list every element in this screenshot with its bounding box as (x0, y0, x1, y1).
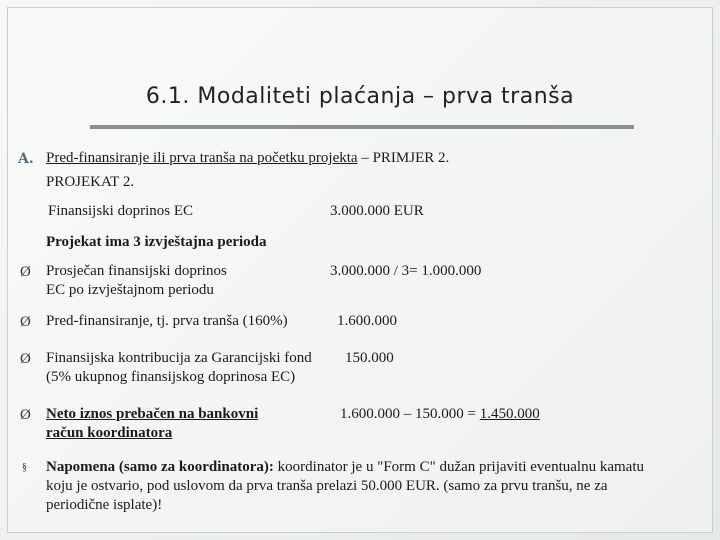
item-avg-label-line2: EC po izvještajnom periodu (46, 282, 214, 298)
arrow-bullet-icon: Ø (20, 314, 31, 330)
note-bold: Napomena (samo za koordinatora): (46, 459, 274, 475)
item-guarantee-value: 150.000 (345, 350, 394, 366)
note-line1 (46, 458, 644, 477)
item-avg-label-line1: Prosječan finansijski doprinos (46, 263, 227, 279)
slide-title: 6.1. Modaliteti plaćanja – prva tranša (145, 84, 575, 109)
note-line3: periodične isplate)! (46, 497, 163, 513)
section-heading-suffix: – PRIMJER 2. (357, 150, 450, 166)
arrow-bullet-icon: Ø (20, 407, 31, 423)
section-heading (46, 149, 449, 168)
item-net-label-line2: račun koordinatora (46, 425, 173, 441)
project-label: PROJEKAT 2. (46, 174, 135, 190)
note-line1-rest: koordinator je u "Form C" dužan prijaviti eventualnu kamatu (273, 459, 644, 475)
item-prefinancing-label: Pred-finansiranje, tj. prva tranša (160%) (46, 313, 288, 329)
item-net-label-line1: Neto iznos prebačen na bankovni (46, 406, 259, 422)
square-bullet-icon: § (22, 462, 27, 473)
title-underline (90, 125, 634, 129)
item-guarantee-label-line2: (5% ukupnog finansijskog doprinosa EC) (46, 369, 296, 385)
item-net-value-highlight: 1.450.000 (479, 406, 540, 422)
item-net-value-prefix: 1.600.000 – 150.000 = (340, 406, 480, 422)
item-avg-value: 3.000.000 / 3= 1.000.000 (330, 263, 482, 279)
section-marker: A. (18, 151, 34, 167)
item-prefinancing-value: 1.600.000 (337, 313, 397, 329)
contribution-label: Finansijski doprinos EC (48, 203, 194, 219)
item-guarantee-label-line1: Finansijska kontribucija za Garancijski fond (46, 350, 312, 366)
arrow-bullet-icon: Ø (20, 264, 31, 280)
item-net-value (340, 405, 540, 424)
contribution-value: 3.000.000 EUR (330, 203, 424, 219)
note-line2: koju je ostvario, pod uslovom da prva tranša prelazi 50.000 EUR. (samo za prvu tranšu, ne za (46, 478, 608, 494)
periods-text: Projekat ima 3 izvještajna perioda (46, 234, 267, 250)
section-heading-underlined: Pred-finansiranje ili prva tranša na početku projekta (46, 150, 358, 166)
arrow-bullet-icon: Ø (20, 351, 31, 367)
